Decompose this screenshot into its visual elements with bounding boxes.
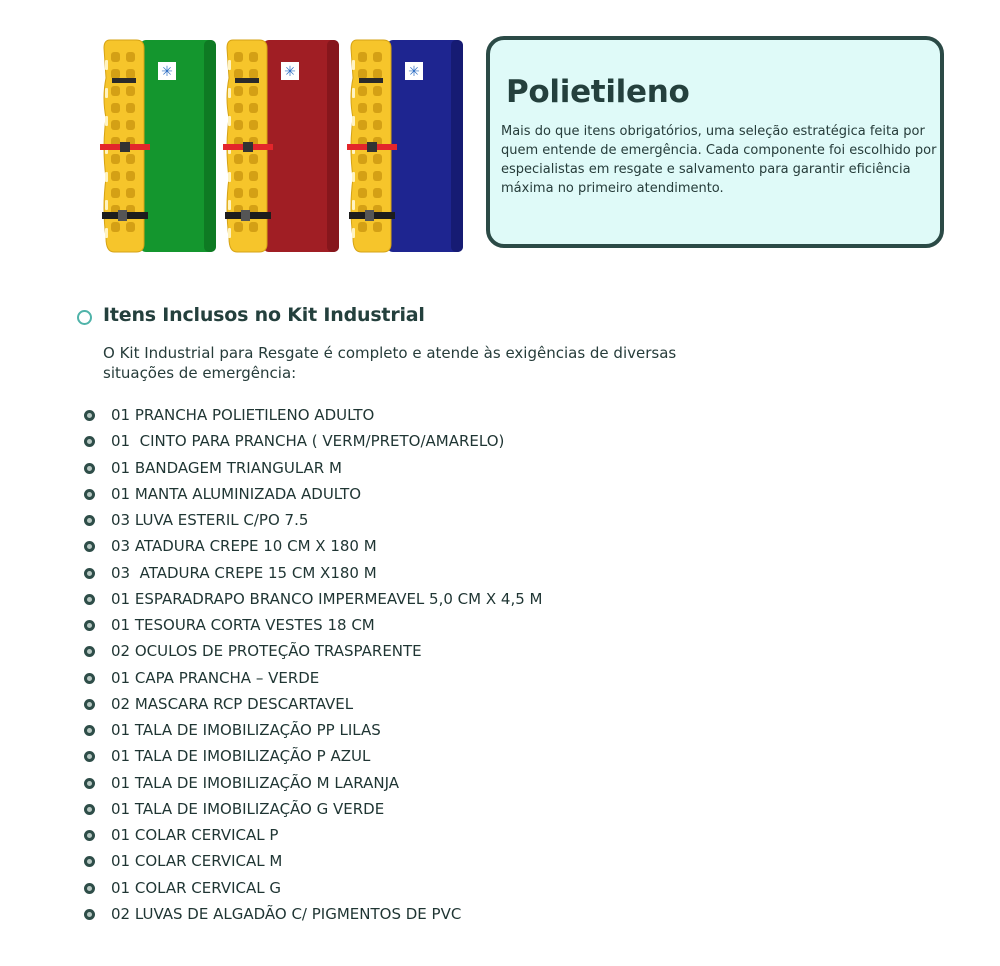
circle-icon	[77, 310, 92, 325]
info-card-title: Polietileno	[506, 74, 690, 110]
list-item-label: 01 PRANCHA POLIETILENO ADULTO	[111, 406, 375, 424]
list-item	[84, 875, 542, 901]
bullet-icon	[84, 515, 95, 526]
list-item-label: 01 COLAR CERVICAL P	[111, 826, 279, 844]
product-images	[100, 38, 445, 254]
list-item-label: 01 ESPARADRAPO BRANCO IMPERMEAVEL 5,0 CM X 4,5 M	[111, 589, 543, 608]
list-item	[84, 428, 542, 454]
bullet-icon	[84, 725, 95, 736]
list-item	[84, 848, 542, 874]
list-item-label: 03 ATADURA CREPE 10 CM X 180 M	[111, 537, 377, 556]
list-item	[84, 402, 542, 428]
list-item-label: 01 TALA DE IMOBILIZAÇÃO PP LILAS	[111, 721, 381, 739]
list-item-label: 02 MASCARA RCP DESCARTAVEL	[111, 694, 354, 713]
list-item-label: 01 TESOURA CORTA VESTES 18 CM	[111, 616, 375, 634]
svg-text:✳: ✳	[284, 64, 296, 80]
list-item	[84, 743, 542, 769]
items-list	[84, 402, 542, 927]
bullet-icon	[84, 463, 95, 474]
bullet-icon	[84, 699, 95, 710]
list-item-label: 01 MANTA ALUMINIZADA ADULTO	[111, 484, 362, 503]
spine-board-icon	[347, 38, 467, 254]
bullet-icon	[84, 620, 95, 631]
list-item	[84, 901, 542, 927]
list-item-label: 01 COLAR CERVICAL M	[111, 852, 283, 871]
spine-board-icon	[223, 38, 343, 254]
bullet-icon	[84, 804, 95, 815]
list-item	[84, 586, 542, 612]
list-item	[84, 638, 542, 664]
list-item	[84, 507, 542, 533]
info-card	[486, 36, 944, 248]
board-blue-image	[347, 38, 467, 254]
board-red-image	[223, 38, 343, 254]
spine-board-icon	[100, 38, 220, 254]
list-item-label: 01 COLAR CERVICAL G	[111, 878, 282, 897]
section-title: Itens Inclusos no Kit Industrial	[103, 304, 425, 326]
section-intro: O Kit Industrial para Resgate é completo e atende às exigências de diversas situações de emergência:	[103, 344, 677, 382]
list-item-label: 01 BANDAGEM TRIANGULAR M	[111, 458, 342, 477]
list-item-label: 02 OCULOS DE PROTEÇÃO TRASPARENTE	[111, 642, 422, 661]
bullet-icon	[84, 568, 95, 579]
bullet-icon	[84, 778, 95, 789]
list-item-label: 02 LUVAS DE ALGADÃO C/ PIGMENTOS DE PVC	[111, 904, 462, 923]
list-item-label: 01 TALA DE IMOBILIZAÇÃO M LARANJA	[111, 773, 400, 792]
list-item	[84, 560, 542, 586]
bullet-icon	[84, 909, 95, 920]
bullet-icon	[84, 594, 95, 605]
info-card-text: Mais do que itens obrigatórios, uma seleção estratégica feita por quem entende de emergência. Cada componente foi escolhido por especialistas em resgate e salvamento para garantir eficiência máxima no primeiro atendimento.	[501, 124, 937, 196]
bullet-icon	[84, 646, 95, 657]
list-item-label: 01 TALA DE IMOBILIZAÇÃO G VERDE	[111, 799, 385, 818]
svg-text:✳: ✳	[408, 64, 420, 80]
list-item	[84, 691, 542, 717]
list-item	[84, 717, 542, 743]
bullet-icon	[84, 489, 95, 500]
bullet-icon	[84, 436, 95, 447]
svg-text:✳: ✳	[161, 64, 173, 80]
list-item	[84, 770, 542, 796]
list-item	[84, 533, 542, 559]
list-item	[84, 796, 542, 822]
bullet-icon	[84, 673, 95, 684]
list-item	[84, 455, 542, 481]
list-item-label: 01 TALA DE IMOBILIZAÇÃO P AZUL	[111, 747, 371, 766]
list-item	[84, 481, 542, 507]
bullet-icon	[84, 883, 95, 894]
list-item-label: 03 ATADURA CREPE 15 CM X180 M	[111, 563, 377, 582]
list-item-label: 01 CINTO PARA PRANCHA ( VERM/PRETO/AMARELO)	[111, 432, 505, 451]
board-green-image	[100, 38, 220, 254]
bullet-icon	[84, 856, 95, 867]
bullet-icon	[84, 541, 95, 552]
list-item	[84, 822, 542, 848]
bullet-icon	[84, 830, 95, 841]
bullet-icon	[84, 410, 95, 421]
list-item-label: 01 CAPA PRANCHA – VERDE	[111, 668, 320, 687]
list-item-label: 03 LUVA ESTERIL C/PO 7.5	[111, 511, 309, 529]
bullet-icon	[84, 751, 95, 762]
list-item	[84, 612, 542, 638]
list-item	[84, 665, 542, 691]
